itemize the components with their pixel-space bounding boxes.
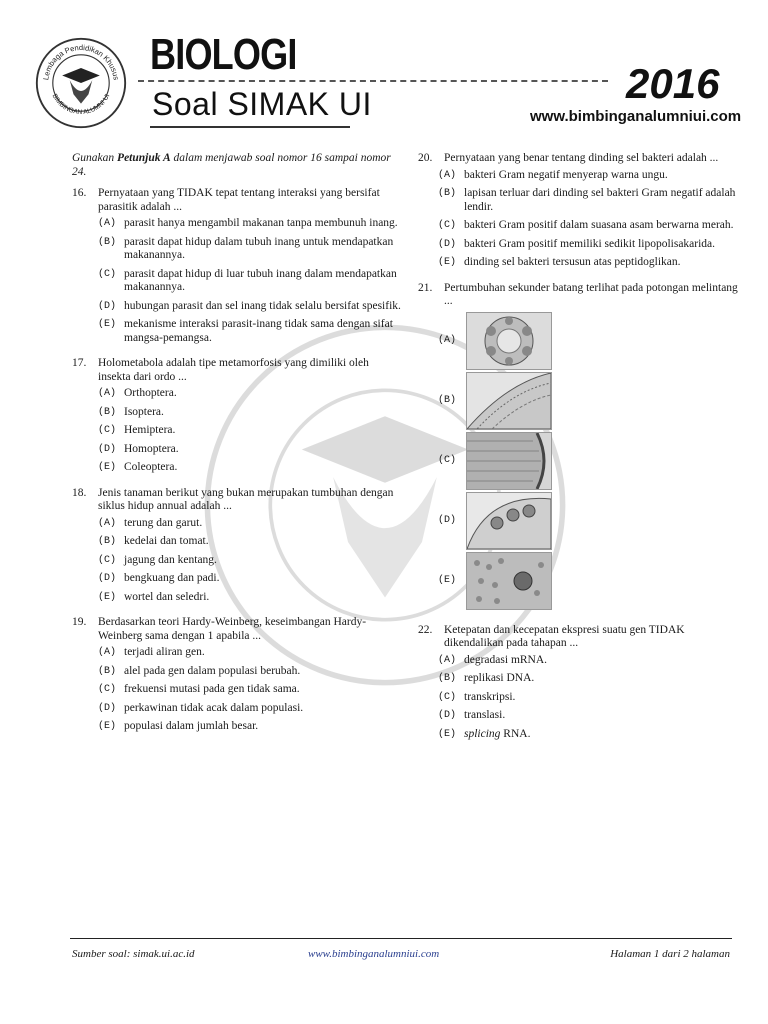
question-number: 20.	[418, 152, 433, 164]
option-text: perkawinan tidak acak dalam populasi.	[124, 701, 304, 714]
answer-option	[98, 572, 402, 586]
subtitle-underline	[150, 126, 350, 128]
question-text: Pernyataan yang TIDAK tepat tentang interaksi yang bersifat parasitik adalah ...	[98, 187, 380, 213]
option-text: bakteri Gram positif memiliki sedikit lipopolisakarida.	[464, 237, 716, 250]
option-text: degradasi mRNA.	[464, 653, 548, 666]
option-text: Orthoptera.	[124, 387, 177, 399]
option-letter: (A)	[438, 334, 457, 346]
option-text: mekanisme interaksi parasit-inang tidak sama dengan sifat mangsa-pemangsa.	[124, 318, 393, 344]
answer-option	[438, 238, 738, 252]
option-letter: (C)	[98, 554, 117, 566]
answer-option	[438, 256, 738, 270]
option-text: transkripsi.	[464, 690, 516, 703]
option-text: bakteri Gram positif dalam suasana asam berwarna merah.	[464, 219, 734, 231]
option-letter: (B)	[98, 236, 117, 248]
answer-option	[438, 691, 738, 705]
answer-option	[438, 728, 738, 742]
header-dashed-divider	[138, 80, 608, 82]
instruction-text	[72, 152, 402, 179]
option-letter: (A)	[438, 169, 457, 181]
stem-cross-section-image	[466, 312, 552, 370]
option-letter: (C)	[438, 220, 457, 231]
option-letter: (C)	[98, 684, 117, 695]
question-text: Holometabola adalah tipe metamorfosis yang dimiliki oleh insekta dari ordo ...	[98, 357, 369, 383]
answer-option	[98, 268, 402, 295]
option-text: bengkuang dan padi.	[124, 572, 220, 584]
header-website: www.bimbinganalumniui.com	[530, 108, 742, 125]
question-19	[72, 616, 402, 734]
stem-cross-section-image	[466, 492, 552, 550]
option-text: Coleoptera.	[124, 461, 178, 473]
option-letter: (A)	[98, 218, 117, 229]
question-21	[418, 282, 738, 610]
footer-website-link[interactable]: www.bimbinganalumniui.com	[308, 948, 440, 960]
option-text: lapisan terluar dari dinding sel bakteri Gram negatif adalah lendir.	[464, 187, 736, 213]
footer-page-number: Halaman 1 dari 2 halaman	[610, 948, 730, 960]
question-18	[72, 487, 402, 605]
option-letter: (D)	[438, 514, 457, 526]
answer-option	[98, 665, 402, 679]
answer-option	[98, 300, 402, 314]
question-number: 21.	[418, 281, 433, 294]
answer-option	[98, 318, 402, 345]
page-title: BIOLOGI	[150, 30, 297, 79]
option-text: terung dan garut.	[124, 516, 203, 529]
institution-logo	[34, 36, 128, 130]
option-letter: (A)	[98, 517, 117, 529]
question-number: 18.	[72, 486, 87, 499]
question-17	[72, 357, 402, 475]
logo-text-top: Lembaga Pendidikan Khusus	[41, 43, 121, 81]
instruction-suffix: dalam menjawab soal nomor 16 sampai nomor 24.	[72, 152, 391, 178]
answer-option	[98, 646, 402, 660]
option-text: parasit dapat hidup di luar tubuh inang dalam mendapatkan makanannya.	[124, 267, 397, 293]
option-letter: (E)	[438, 728, 457, 740]
option-text: wortel dan seledri.	[124, 590, 210, 603]
option-text: kedelai dan tomat.	[124, 535, 209, 547]
option-text: Isoptera.	[124, 405, 164, 418]
instruction-bold: Petunjuk A	[117, 152, 171, 164]
footer-divider	[70, 938, 732, 939]
answer-option	[98, 591, 402, 605]
answer-option	[438, 709, 738, 723]
option-letter: (E)	[98, 462, 117, 473]
image-option-a	[438, 312, 738, 370]
option-text-rest: RNA.	[500, 727, 531, 740]
option-letter: (E)	[438, 257, 457, 268]
option-text: Homoptera.	[124, 442, 179, 455]
footer-source: Sumber soal: simak.ui.ac.id	[72, 948, 195, 960]
option-letter: (C)	[98, 268, 117, 280]
option-letter: (A)	[438, 654, 457, 666]
image-option-c	[438, 432, 738, 490]
answer-option	[98, 683, 402, 697]
option-letter: (B)	[438, 188, 457, 199]
answer-option	[98, 720, 402, 734]
option-text: bakteri Gram negatif menyerap warna ungu.	[464, 168, 668, 181]
question-text: Jenis tanaman berikut yang bukan merupakan tumbuhan dengan siklus hidup annual adalah ...	[98, 486, 394, 512]
option-letter: (E)	[98, 591, 117, 603]
question-text: Pernyataan yang benar tentang dinding sel bakteri adalah ...	[444, 152, 719, 164]
option-letter: (D)	[98, 702, 117, 714]
option-text: Hemiptera.	[124, 424, 176, 436]
answer-option	[98, 424, 402, 438]
answer-option	[98, 461, 402, 475]
option-text: frekuensi mutasi pada gen tidak sama.	[124, 683, 300, 695]
question-text: Ketepatan dan kecepatan ekspresi suatu gen TIDAK dikendalikan pada tahapan ...	[444, 623, 685, 649]
logo-text-bottom: BIMBINGAN ALUMNI UI	[50, 92, 112, 117]
instruction-prefix: Gunakan	[72, 152, 118, 164]
option-letter: (C)	[438, 454, 457, 466]
answer-option	[438, 654, 738, 668]
option-text: translasi.	[464, 709, 506, 721]
option-letter: (A)	[98, 388, 117, 399]
answer-option	[98, 702, 402, 716]
answer-option	[98, 387, 402, 401]
option-text: parasit dapat hidup dalam tubuh inang untuk mendapatkan makanannya.	[124, 235, 394, 261]
image-option-b	[438, 372, 738, 430]
question-number: 19.	[72, 616, 87, 628]
answer-option	[438, 187, 738, 214]
option-letter: (C)	[98, 425, 117, 436]
option-letter: (B)	[438, 394, 457, 406]
answer-option	[438, 219, 738, 233]
answer-option	[98, 517, 402, 531]
option-text: dinding sel bakteri tersusun atas peptidoglikan.	[464, 256, 681, 268]
question-20	[418, 152, 738, 270]
option-text: replikasi DNA.	[464, 672, 535, 684]
question-text: Berdasarkan teori Hardy-Weinberg, keseimbangan Hardy-Weinberg sama dengan 1 apabila ...	[98, 616, 367, 642]
image-option-d	[438, 492, 738, 550]
stem-cross-section-image	[466, 552, 552, 610]
question-22	[418, 624, 738, 742]
question-number: 16.	[72, 187, 87, 199]
answer-option	[98, 217, 402, 231]
answer-option	[438, 672, 738, 686]
option-letter: (D)	[438, 710, 457, 721]
answer-option	[98, 443, 402, 457]
option-text: jagung dan kentang.	[124, 553, 217, 566]
stem-cross-section-image	[466, 432, 552, 490]
option-text	[464, 728, 738, 742]
answer-option	[98, 406, 402, 420]
option-italic-term: splicing	[464, 727, 501, 740]
option-text: parasit hanya mengambil makanan tanpa membunuh inang.	[124, 217, 398, 229]
option-letter: (D)	[438, 238, 457, 250]
question-number: 17.	[72, 357, 87, 369]
option-letter: (A)	[98, 647, 117, 658]
option-letter: (B)	[98, 665, 117, 677]
option-text: hubungan parasit dan sel inang tidak selalu bersifat spesifik.	[124, 299, 401, 312]
stem-cross-section-image	[466, 372, 552, 430]
question-number: 22.	[418, 623, 433, 636]
question-text: Pertumbuhan sekunder batang terlihat pada potongan melintang ...	[444, 281, 738, 307]
page-header	[0, 0, 768, 140]
answer-option	[98, 535, 402, 549]
option-text: terjadi aliran gen.	[124, 646, 205, 658]
option-letter: (E)	[98, 319, 117, 330]
option-letter: (B)	[98, 536, 117, 547]
option-letter: (D)	[98, 300, 117, 312]
exam-year: 2016	[626, 60, 720, 107]
answer-option	[98, 554, 402, 568]
image-option-e	[438, 552, 738, 610]
option-letter: (B)	[98, 406, 117, 418]
question-16	[72, 187, 402, 345]
answer-option	[438, 169, 738, 183]
answer-option	[98, 236, 402, 263]
option-letter: (D)	[98, 443, 117, 455]
right-column	[418, 152, 738, 753]
option-text: populasi dalam jumlah besar.	[124, 720, 259, 732]
option-letter: (B)	[438, 673, 457, 684]
page-subtitle: Soal SIMAK UI	[152, 86, 372, 122]
left-column	[72, 152, 402, 746]
option-letter: (E)	[98, 721, 117, 732]
option-letter: (C)	[438, 691, 457, 703]
option-letter: (E)	[438, 574, 457, 586]
option-letter: (D)	[98, 573, 117, 584]
option-text: alel pada gen dalam populasi berubah.	[124, 664, 301, 677]
